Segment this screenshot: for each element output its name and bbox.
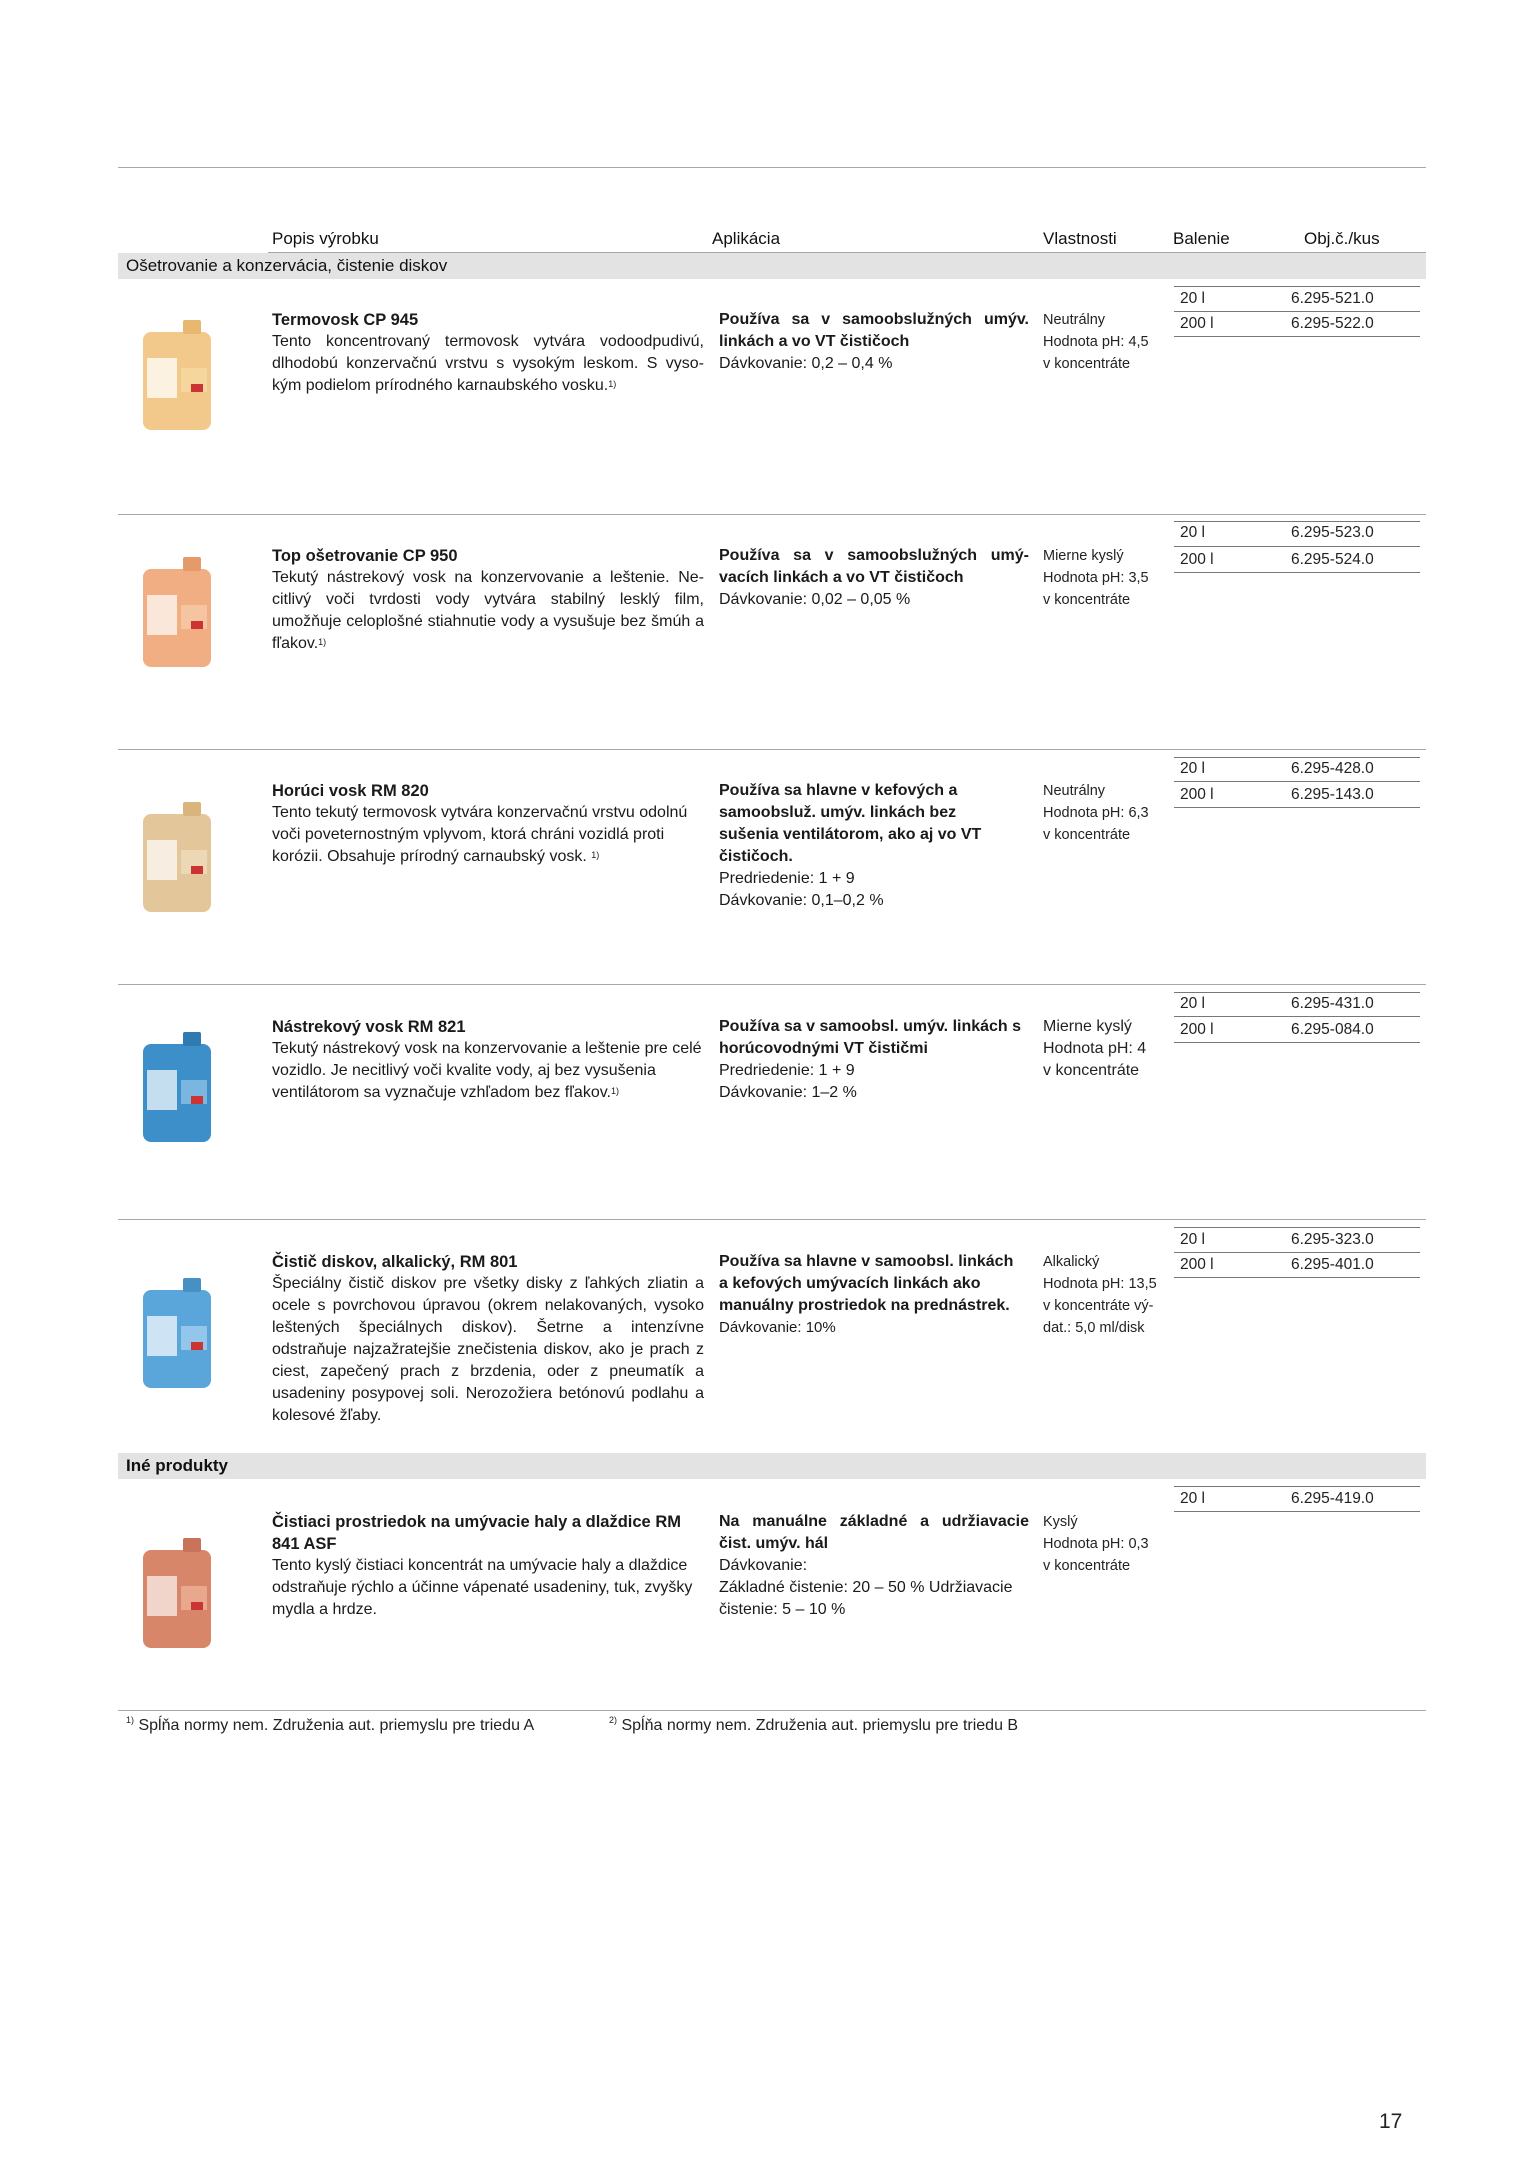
application-dosage: Dávkovanie: 0,1–0,2 % <box>719 892 884 909</box>
package-rule <box>1174 757 1420 758</box>
row-divider <box>118 749 1426 750</box>
product-name: Termovosk CP 945 <box>272 311 419 329</box>
application-dosage: Dávkovanie: 0,2 – 0,4 % <box>719 355 893 372</box>
header-order-no: Obj.č./kus <box>1304 229 1380 248</box>
order-number: 6.295-143.0 <box>1291 786 1374 803</box>
application-usage: Používa sa v samoobsl. umýv. linkách s horúcovodnými VT čističmi <box>719 1018 1022 1057</box>
application-dosage-basic: Základné čistenie: 20 – 50 % Udržiavacie <box>719 1579 1013 1596</box>
product-canister-image <box>137 555 217 671</box>
order-number: 6.295-401.0 <box>1291 1256 1374 1273</box>
package-size: 20 l <box>1180 524 1205 541</box>
product-description: Tento koncentrovaný termovosk vytvára vodoodpudivú, dlhodobú konzervačnú vrstvu s vysokým leskom. S vyso- kým podielom prírodného karnaubského vosku.$^{1)}$ <box>272 333 704 394</box>
order-number: 6.295-323.0 <box>1291 1231 1374 1248</box>
package-size: 200 l <box>1180 1256 1214 1273</box>
package-rule <box>1174 1042 1420 1043</box>
package-size: 20 l <box>1180 290 1205 307</box>
product-canister-image <box>137 1536 217 1652</box>
package-rule <box>1174 1486 1420 1487</box>
product-application <box>719 780 1019 912</box>
product-name: Horúci vosk RM 820 <box>272 782 429 800</box>
application-dosage: Dávkovanie: 10% <box>719 1319 836 1336</box>
application-usage: Používa sa hlavne v kefových a samoobsluž. umýv. linkách bez sušenia ventilátorom, ako aj vo VT čističoch. <box>719 782 982 865</box>
product-description: Tekutý nástrekový vosk na konzervovanie a leštenie. Ne- citlivý voči tvrdosti vody vytvára stabilný lesklý film, umožňuje celoplošné stiahnutie vody a vysušuje bez šmúh a fľakov.$^{1)}$ <box>272 569 704 652</box>
product-canister-image <box>137 800 217 916</box>
product-description: Tento kyslý čistiaci koncentrát na umývacie haly a dlaždice odstraňuje rýchlo a účinne vápenaté usadeniny, tuk, zvyšky mydla a hrdze. <box>272 1557 693 1618</box>
product-name: Nástrekový vosk RM 821 <box>272 1018 466 1036</box>
package-size: 200 l <box>1180 551 1214 568</box>
order-number: 6.295-521.0 <box>1291 290 1374 307</box>
package-rule <box>1174 546 1420 547</box>
product-name: Čistiaci prostriedok na umývacie haly a dlaždice RM 841 ASF <box>272 1513 681 1553</box>
footnote: $^{1)}$ Spĺňa normy nem. Združenia aut. priemyslu pre triedu A <box>126 1715 535 1734</box>
package-rule <box>1174 1016 1420 1017</box>
application-usage: Používa sa v samoobslužných umýv. linkách a vo VT čističoch <box>719 311 1029 350</box>
application-usage: Používa sa hlavne v samoobsl. linkách a kefových umývacích linkách ako manuálny prostriedok na prednástrek. <box>719 1253 1014 1314</box>
package-size: 20 l <box>1180 1231 1205 1248</box>
package-rule <box>1174 781 1420 782</box>
application-dosage-label: Dávkovanie: <box>719 1557 808 1574</box>
footnote: $^{2)}$ Spĺňa normy nem. Združenia aut. priemyslu pre triedu B <box>609 1715 1019 1734</box>
product-application <box>719 1511 1029 1621</box>
package-size: 200 l <box>1180 1021 1214 1038</box>
package-rule <box>1174 807 1420 808</box>
package-rule <box>1174 1227 1420 1228</box>
package-rule <box>1174 521 1420 522</box>
product-properties: Alkalický Hodnota pH: 13,5 v koncentráte vý- dat.: 5,0 ml/disk <box>1043 1254 1157 1336</box>
header-application: Aplikácia <box>712 229 781 248</box>
package-size: 20 l <box>1180 760 1205 777</box>
application-predilution: Predriedenie: 1 + 9 <box>719 1062 855 1079</box>
application-dosage: Dávkovanie: 1–2 % <box>719 1084 857 1101</box>
product-canister-image <box>137 1276 217 1392</box>
package-size: 20 l <box>1180 995 1205 1012</box>
package-rule <box>1174 572 1420 573</box>
application-usage: Na manuálne základné a udržiavacie čist. umýv. hál <box>719 1513 1029 1552</box>
product-description: Tekutý nástrekový vosk na konzervovanie a leštenie pre celé vozidlo. Je necitlivý voči kvalite vody, aj bez vysušenia ventilátorom sa vyznačuje vzhľadom bez fľakov.$^{1)}$ <box>272 1040 702 1101</box>
page-number: 17 <box>1379 2110 1403 2133</box>
order-number: 6.295-428.0 <box>1291 760 1374 777</box>
product-application <box>719 309 1029 375</box>
product-properties: Neutrálny Hodnota pH: 4,5 v koncentráte <box>1043 312 1149 372</box>
package-rule <box>1174 336 1420 337</box>
package-rule <box>1174 992 1420 993</box>
header-properties: Vlastnosti <box>1043 229 1117 248</box>
application-usage: Používa sa v samoobslužných umý- vacích linkách a vo VT čističoch <box>719 547 1029 586</box>
application-dosage: Dávkovanie: 0,02 – 0,05 % <box>719 591 911 608</box>
package-size: 20 l <box>1180 1490 1205 1507</box>
order-number: 6.295-419.0 <box>1291 1490 1374 1507</box>
package-size: 200 l <box>1180 315 1214 332</box>
package-rule <box>1174 1252 1420 1253</box>
product-properties: Kyslý Hodnota pH: 0,3 v koncentráte <box>1043 1514 1149 1574</box>
top-rule <box>118 167 1426 168</box>
order-number: 6.295-084.0 <box>1291 1021 1374 1038</box>
header-description: Popis výrobku <box>272 229 379 248</box>
product-description: Tento tekutý termovosk vytvára konzervačnú vrstvu odolnú voči poveternostným vplyvom, ktorá chráni vozidlá proti korózii. Obsahuje prírodný carnaubský vosk. $^{1)}$ <box>272 804 688 865</box>
row-divider <box>118 514 1426 515</box>
package-rule <box>1174 1511 1420 1512</box>
product-description: Špeciálny čistič diskov pre všetky disky z ľahkých zliatin a ocele s povrchovou úpravou (okrem nelakovaných, vysoko leštených špeciálnych diskov). Šetrne a intenzívne odstraňuje najzažratejšie znečistenia diskov, ako je prach z ciest, zapečený prach z brzdenia, oder z pneumatík a usadeniny posypovej soli. Nerozožiera betónovú podlahu a kolesové žľaby. <box>272 1275 704 1424</box>
order-number: 6.295-524.0 <box>1291 551 1374 568</box>
product-properties: Neutrálny Hodnota pH: 6,3 v koncentráte <box>1043 783 1149 843</box>
header-packaging: Balenie <box>1173 229 1230 248</box>
package-size: 200 l <box>1180 786 1214 803</box>
row-divider <box>118 1219 1426 1220</box>
package-rule <box>1174 286 1420 287</box>
product-application <box>719 1016 1037 1104</box>
product-name: Top ošetrovanie CP 950 <box>272 547 458 565</box>
order-number: 6.295-522.0 <box>1291 315 1374 332</box>
application-predilution: Predriedenie: 1 + 9 <box>719 870 855 887</box>
package-rule <box>1174 311 1420 312</box>
product-canister-image <box>137 1030 217 1146</box>
product-application <box>719 1251 1025 1339</box>
product-properties: Mierne kyslý Hodnota pH: 3,5 v koncentráte <box>1043 548 1149 608</box>
order-number: 6.295-523.0 <box>1291 524 1374 541</box>
package-rule <box>1174 1277 1420 1278</box>
product-application <box>719 545 1029 611</box>
row-divider <box>118 984 1426 985</box>
product-name: Čistič diskov, alkalický, RM 801 <box>272 1253 518 1271</box>
section-title: Ošetrovanie a konzervácia, čistenie diskov <box>118 253 1426 279</box>
product-canister-image <box>137 318 217 434</box>
footnote-rule <box>118 1710 1426 1711</box>
section-title: Iné produkty <box>118 1453 1426 1479</box>
application-dosage-maintenance: čistenie: 5 – 10 % <box>719 1601 846 1618</box>
product-properties: Mierne kyslý Hodnota pH: 4 v koncentráte <box>1043 1018 1147 1079</box>
order-number: 6.295-431.0 <box>1291 995 1374 1012</box>
